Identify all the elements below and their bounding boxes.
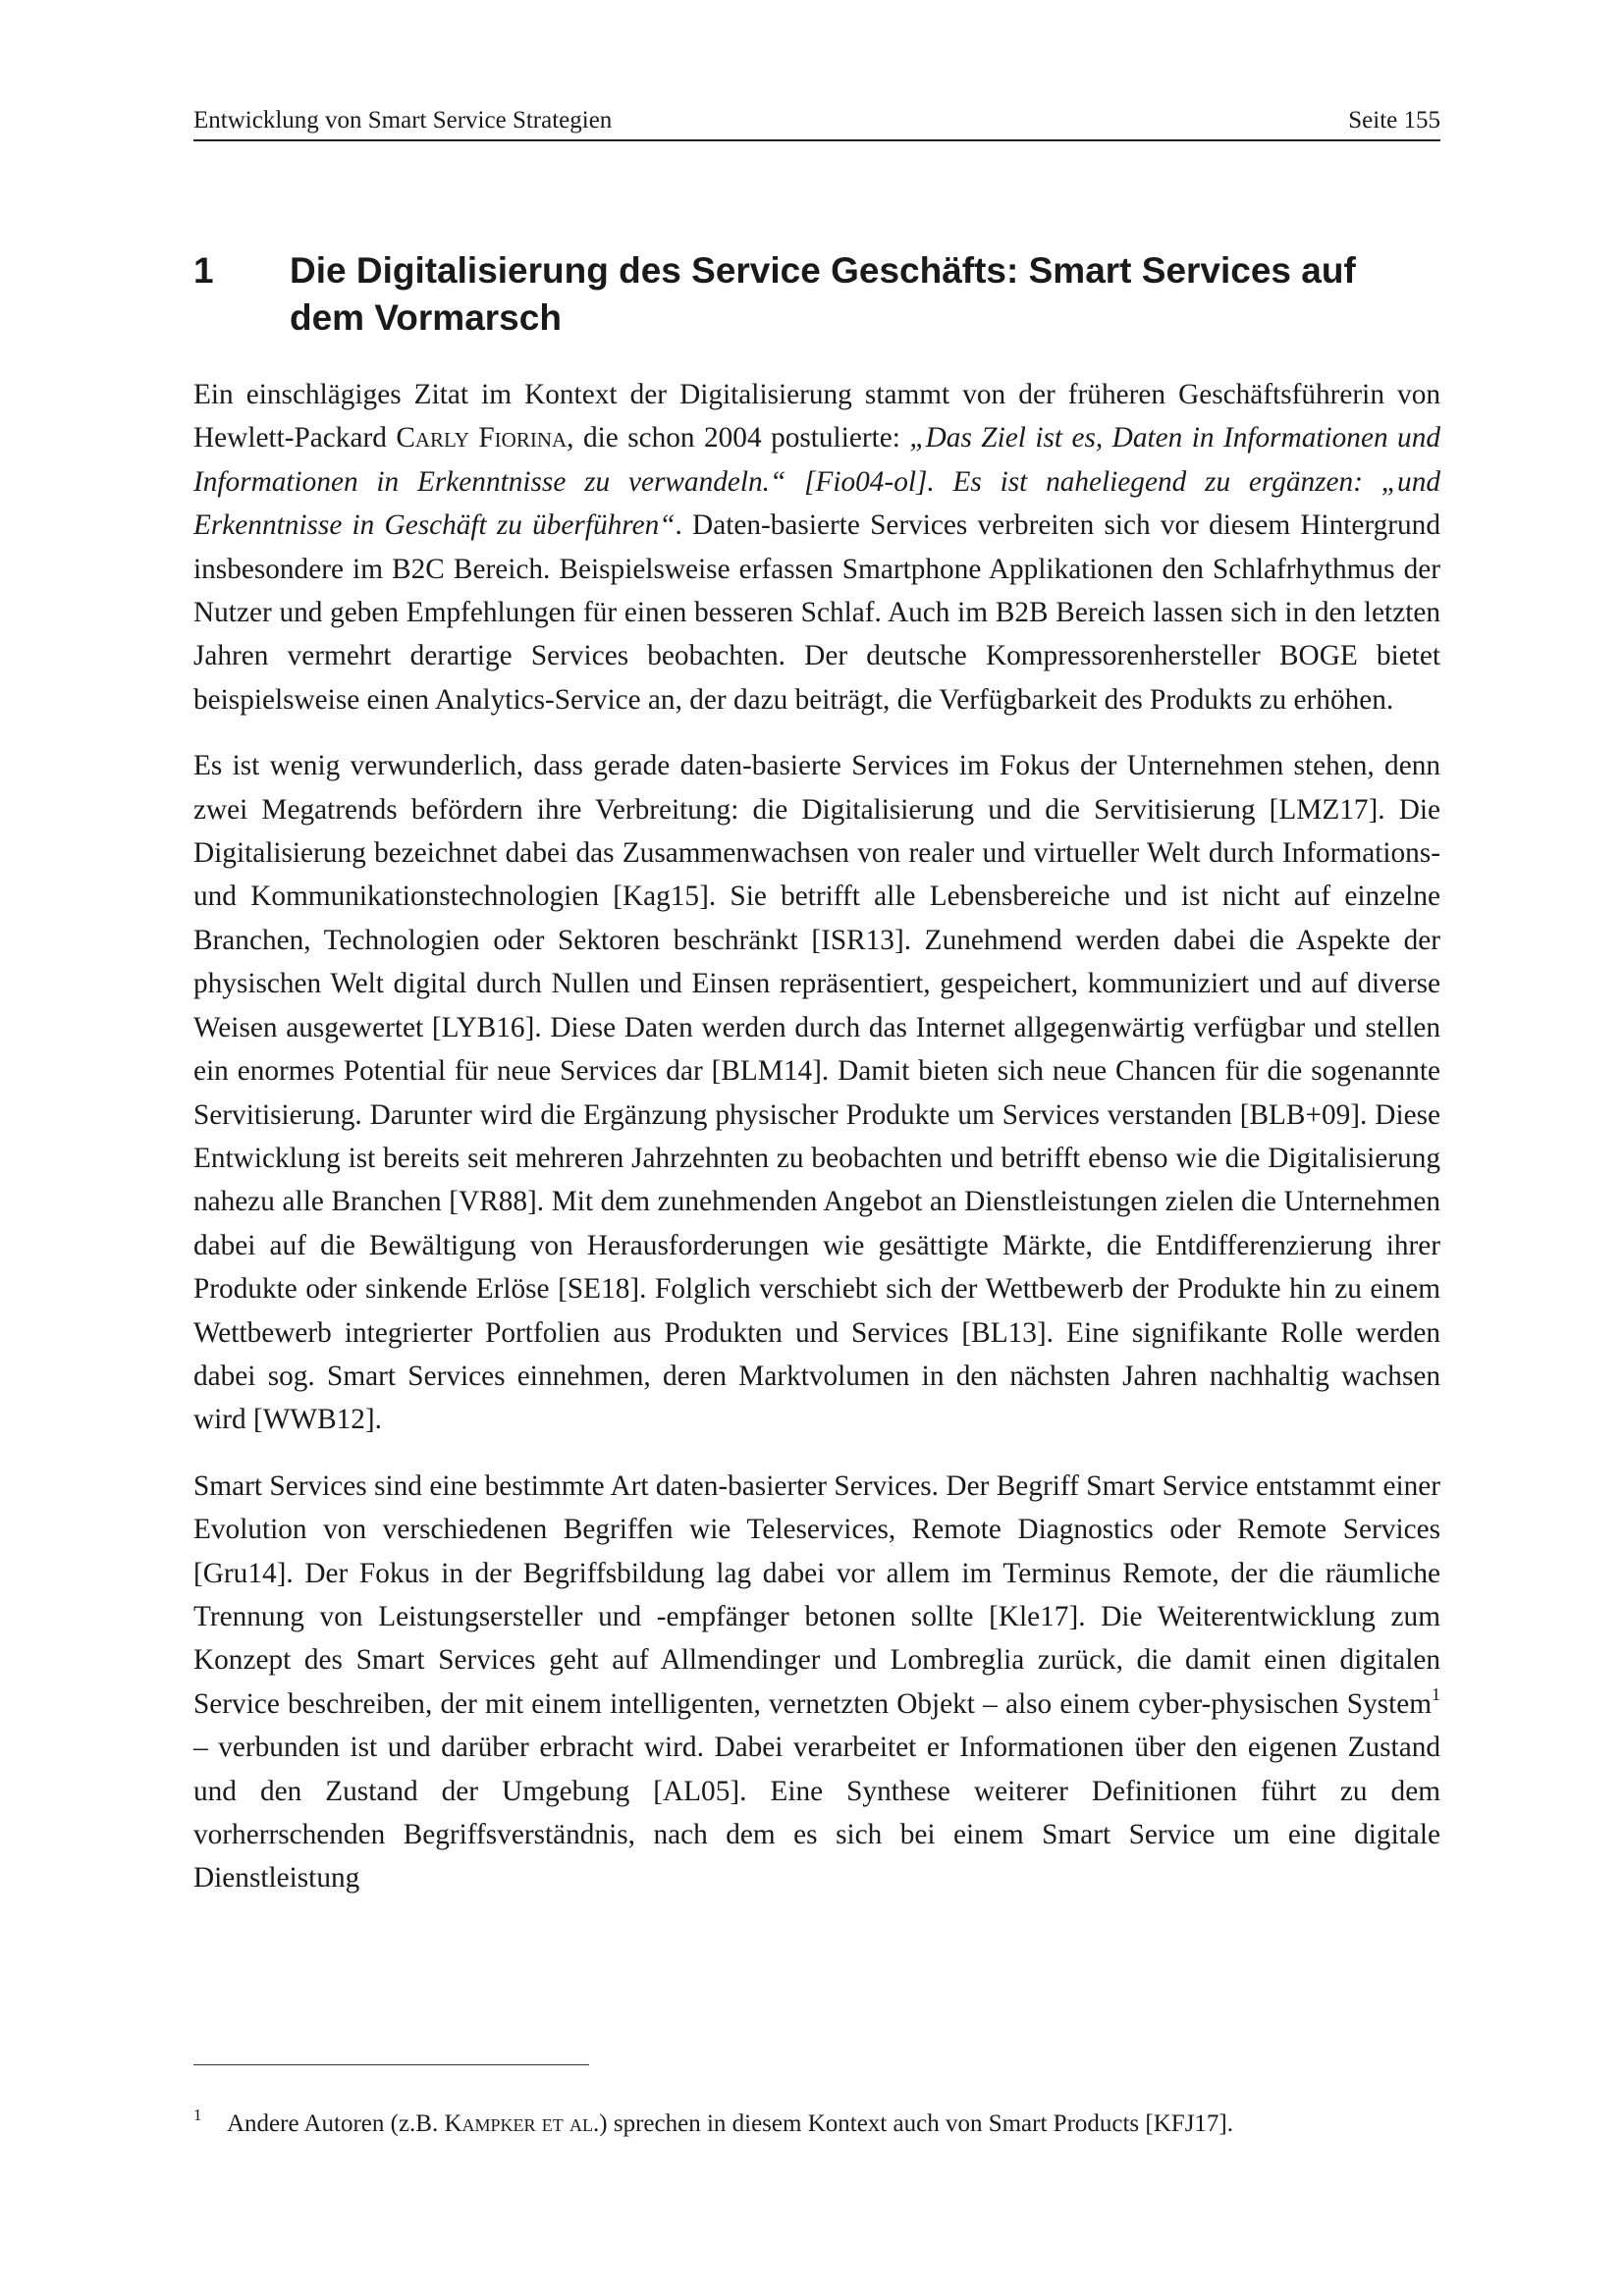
quotation: „Das Ziel ist es, Daten in Informationen und Informationen in Erkenntnisse zu verwandeln.“ [Fio04-ol]. Es ist naheliegend zu ergänzen: „und Erkenntnisse in Geschäft zu überführen“ [193,422,1440,542]
footnote-text-b: ) sprechen in diesem Kontext auch von Smart Products [KFJ17]. [599,2110,1233,2137]
footnote-mark: 1 [193,2106,202,2124]
paragraph-2: Es ist wenig verwunderlich, dass gerade daten-basierte Services im Fokus der Unternehmen stehen, denn zwei Megatrends befördern ihre Verbreitung: die Digitalisierung und die Servitisierung [LMZ17]. Die Digitalisierung bezeichnet dabei das Zusammenwachsen von realer und virtueller Welt durch Informations- und Kommunikationstechnologien [Kag15]. Sie betrifft alle Lebensbereiche und ist nicht auf einzelne Branchen, Technologien oder Sektoren beschränkt [ISR13]. Zunehmend werden dabei die Aspekte der physischen Welt digital durch Nullen und Einsen repräsentiert, gespeichert, kommuniziert und auf diverse Weisen ausgewertet [LYB16]. Diese Daten werden durch das Internet allgegenwärtig verfügbar und stellen ein enormes Potential für neue Services dar [BLM14]. Damit bieten sich neue Chancen für die sogenannte Servitisierung. Darunter wird die Ergänzung physischer Produkte um Services verstanden [BLB+09]. Diese Entwicklung ist bereits seit mehreren Jahrzehnten zu beobachten und betrifft ebenso wie die Digitalisierung nahezu alle Branchen [VR88]. Mit dem zunehmenden Angebot an Dienstleistungen zielen die Unternehmen dabei auf die Bewältigung von Herausforderungen wie gesättigte Märkte, die Entdifferenzierung ihrer Produkte oder sinkende Erlöse [SE18]. Folglich verschiebt sich der Wettbewerb der Produkte hin zu einem Wettbewerb integrierter Portfolien aus Produkten und Services [BL13]. Eine signifikante Rolle werden dabei sog. Smart Services einnehmen, deren Marktvolumen in den nächsten Jahren nachhaltig wachsen wird [WWB12]. [193,750,1440,1436]
chapter-heading [193,247,1440,342]
paragraph-1-text-a: Ein einschlägiges Zitat im Kontext der Digitalisierung stammt von der früheren Geschäftsführerin von Hewlett-Packard [193,379,1440,454]
body-text [193,373,1440,1923]
footnote [193,2106,1440,2140]
page-number: Seite 155 [1348,107,1440,133]
footnote-text-a: Andere Autoren (z.B. [227,2110,445,2137]
author-name: Carly Fiorina [396,422,568,454]
chapter-title: Die Digitalisierung des Service Geschäfts: Smart Services auf dem Vormarsch [290,250,1356,338]
chapter-number: 1 [193,250,214,291]
footnote-reference[interactable]: 1 [1432,1683,1440,1704]
paragraph-3-text-a: Smart Services sind eine bestimmte Art daten-basierter Services. Der Begriff Smart Service entstammt einer Evolution von verschiedenen Begriffen wie Teleservices, Remote Diagnostics oder Remote Services [Gru14]. Der Fokus in der Begriffsbildung lag dabei vor allem im Terminus Remote, der die räumliche Trennung von Leistungsersteller und -empfänger betonen sollte [Kle17]. Die Weiterentwicklung zum Konzept des Smart Services geht auf Allmendinger und Lombreglia zurück, die damit einen digitalen Service beschreiben, der mit einem intelligenten, vernetzten Objekt – also einem cyber-physischen System [193,1469,1440,1720]
paragraph-3 [193,1465,1440,1900]
header-title: Entwicklung von Smart Service Strategien [193,107,613,133]
footnote-text [227,2109,1440,2140]
paragraph-1-text-c: . Daten-basierte Services verbreiten sich vor diesem Hintergrund insbesondere im B2C Bereich. Beispielsweise erfassen Smartphone Applikationen den Schlafrhythmus der Nutzer und geben Empfehlungen für einen besseren Schlaf. Auch im B2B Bereich lassen sich in den letzten Jahren vermehrt derartige Services beobachten. Der deutsche Kompressorenhersteller BOGE bietet beispielsweise einen Analytics-Service an, der dazu beiträgt, die Verfügbarkeit des Produkts zu erhöhen. [193,509,1440,716]
paragraph-1 [193,373,1440,721]
paragraph-1-text-b: , die schon 2004 postulierte: [567,422,910,454]
footnote-divider [193,2064,589,2065]
running-header [193,106,1440,141]
paragraph-3-text-b: – verbunden ist und darüber erbracht wird. Dabei verarbeitet er Informationen über den eigenen Zustand und den Zustand der Umgebung [AL05]. Eine Synthese weiterer Definitionen führt zu dem vorherrschenden Begriffsverständnis, nach dem es sich bei einem Smart Service um eine digitale Dienstleistung [193,1732,1440,1895]
footnote-authors: Kampker et al. [444,2110,600,2137]
